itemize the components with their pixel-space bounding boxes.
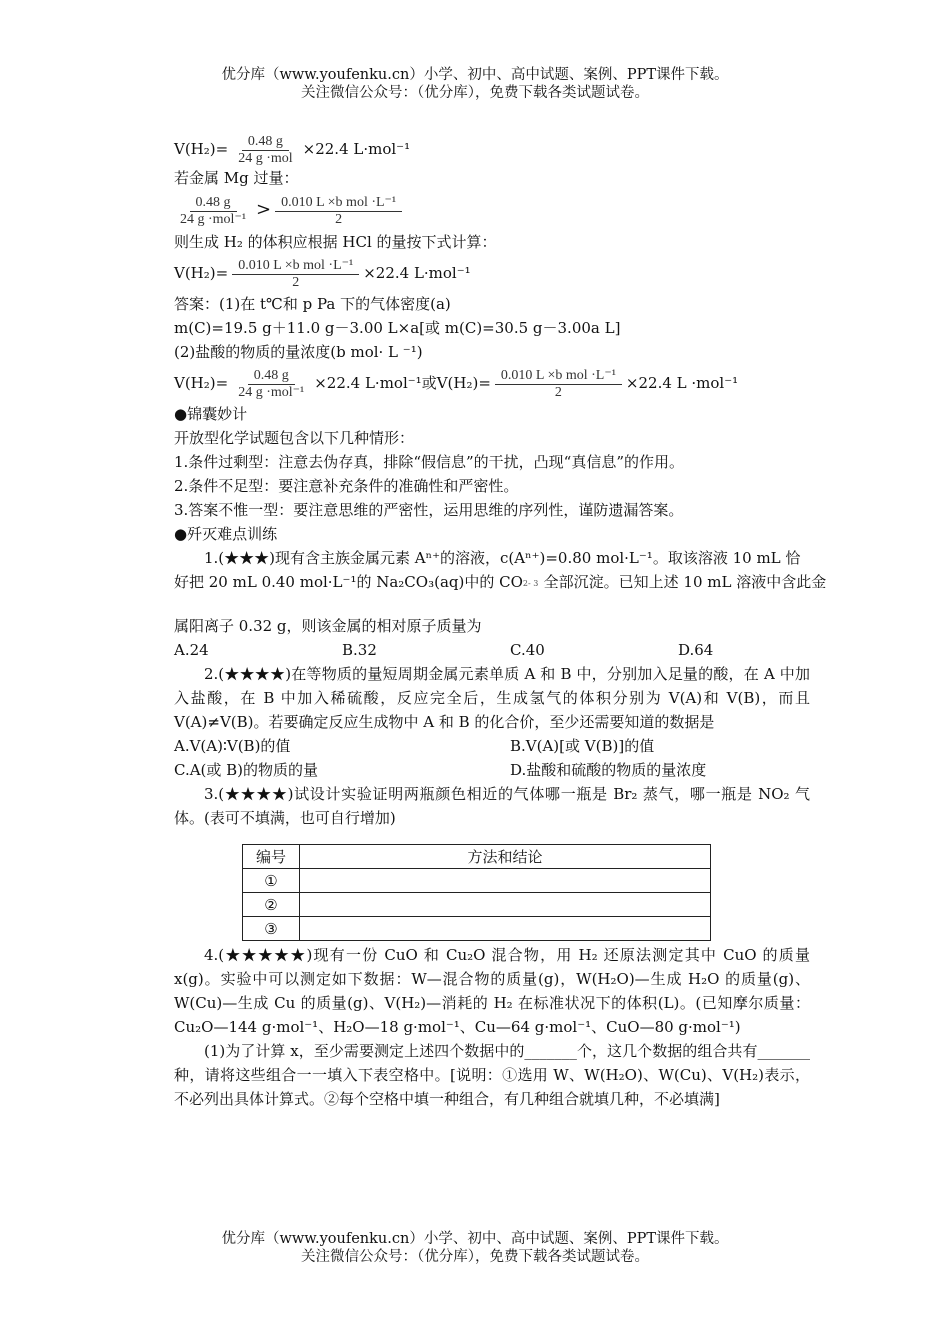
tips-item-3: 3.答案不惟一型：要注意思维的严密性，运用思维的序列性，谨防遗漏答案。 <box>174 501 684 519</box>
answer-line-2: m(C)=19.5 g＋11.0 g－3.00 L×a[或 m(C)=30.5 g－3.00a L] <box>174 319 621 337</box>
answer-line-3: (2)盐酸的物质的量浓度(b mol· L ⁻¹) <box>174 343 423 361</box>
tips-intro: 开放型化学试题包含以下几种情形： <box>174 429 415 447</box>
inequality-formula: $\frac{0.48 g}{\text{24 g ·mol⁻¹}}$ > $\frac{\text{0.010 L ×b mol ·L⁻¹}}{2}$ <box>174 190 810 230</box>
answer-formula: V(H₂)= $\frac{0.48 g}{\text{24 g ·mol⁻¹}}$ ×22.4 L·mol⁻¹或V(H₂)= $\frac{\text{0.010 L ×b mol ·L⁻¹}}{2}$ ×22.4 L ·mol⁻¹ <box>174 367 739 400</box>
q1-line-d: 属阳离子 0.32 g，则该金属的相对原子质量为 <box>174 617 482 635</box>
answer-line-1: 答案：(1)在 t℃和 p Pa 下的气体密度(a) <box>174 295 451 313</box>
option: C.40 <box>510 641 545 659</box>
q3-table <box>242 844 711 941</box>
q1-options <box>174 638 810 662</box>
fraction: $\frac{0.48 g}{\text{24 g ·mol⁻¹}}$ <box>238 367 305 400</box>
table-row <box>243 869 711 893</box>
table-cell-empty <box>300 893 711 917</box>
option: D.盐酸和硫酸的物质的量浓度 <box>510 761 707 779</box>
page-header <box>0 66 950 102</box>
q1-line-b: 好把 20 mL 0.40 mol·L⁻¹的 Na₂CO₃(aq)中的 CO2- 3 全部沉淀。已知上述 10 mL 溶液中含此金 <box>174 573 827 591</box>
hcl-calc-line: 则生成 H₂ 的体积应根据 HCl 的量按下式计算： <box>174 233 497 251</box>
table-cell: ③ <box>243 917 300 941</box>
table-header: 方法和结论 <box>300 845 711 869</box>
footer-line-2: 关注微信公众号：（优分库），免费下载各类试题试卷。 <box>301 1249 649 1265</box>
q2-text: 2.(★★★★)在等物质的量短周期金属元素单质 A 和 B 中，分别加入足量的酸，在 A 中加入盐酸，在 B 中加入稀硫酸，反应完全后，生成氢气的体积分别为 V(A)和 V(B)，而且 V(A)≠V(B)。若要确定反应生成物中 A 和 B 的化合价，至少还需要知道的数据是 <box>174 665 810 731</box>
mg-excess-line: 若金属 Mg 过量： <box>174 169 299 187</box>
q2-options-row2 <box>174 758 810 782</box>
table-header: 编号 <box>243 845 300 869</box>
tips-heading: ●锦囊妙计 <box>174 405 248 423</box>
footer-line-1: 优分库（www.youfenku.cn）小学、初中、高中试题、案例、PPT课件下载。 <box>221 1231 729 1247</box>
table-header-row <box>243 845 711 869</box>
fraction: $\frac{\text{0.010 L ×b mol ·L⁻¹}}{2}$ <box>275 195 402 228</box>
table-row <box>243 893 711 917</box>
fraction: $\frac{\text{0.010 L ×b mol ·L⁻¹}}{2}$ <box>495 368 622 401</box>
table-cell-empty <box>300 869 711 893</box>
table-cell: ① <box>243 869 300 893</box>
q4-part-1: (1)为了计算 x，至少需要测定上述四个数据中的_______个，这几个数据的组合共有_______种，请将这些组合一一填入下表空格中。[说明：①选用 W、W(H₂O)、W(Cu)、V(H₂)表示，不必列出具体计算式。②每个空格中填一种组合，有几种组合就填几种，不必填满] <box>174 1042 810 1108</box>
table-cell: ② <box>243 893 300 917</box>
option: A.V(A)∶V(B)的值 <box>174 737 291 755</box>
q4-text: 4.(★★★★★)现有一份 CuO 和 Cu₂O 混合物，用 H₂ 还原法测定其中 CuO 的质量 x(g)。实验中可以测定如下数据：W—混合物的质量(g)，W(H₂O)—生成 H₂O 的质量(g)、W(Cu)—生成 Cu 的质量(g)、V(H₂)—消耗的 H₂ 在标准状况下的体积(L)。(已知摩尔质量：Cu₂O—144 g·mol⁻¹、H₂O—18 g·mol⁻¹、Cu—64 g·mol⁻¹、CuO—80 g·mol⁻¹) <box>174 946 810 1036</box>
q1-line-a: 1.(★★★)现有含主族金属元素 Aⁿ⁺的溶液，c(Aⁿ⁺)=0.80 mol·L⁻¹。取该溶液 10 mL 恰 <box>204 549 801 567</box>
vh2-formula-2: V(H₂)= $\frac{\text{0.010 L ×b mol ·L⁻¹}}{2}$ ×22.4 L·mol⁻¹ <box>174 257 471 290</box>
option: D.64 <box>678 641 714 659</box>
fraction: $\frac{0.48 g}{\text{24 g ·mol}}$ <box>238 133 293 166</box>
q3-text: 3.(★★★★)试设计实验证明两瓶颜色相近的气体哪一瓶是 Br₂ 蒸气，哪一瓶是 NO₂ 气体。(表可不填满，也可自行增加) <box>174 785 810 827</box>
page-body <box>174 132 827 1111</box>
fraction: $\frac{0.48 g}{\text{24 g ·mol⁻¹}}$ <box>180 194 247 227</box>
option: B.V(A)[或 V(B)]的值 <box>510 737 655 755</box>
option: B.32 <box>342 641 377 659</box>
option: A.24 <box>174 641 209 659</box>
option: C.A(或 B)的物质的量 <box>174 761 319 779</box>
table-cell-empty <box>300 917 711 941</box>
fraction: $\frac{\text{0.010 L ×b mol ·L⁻¹}}{2}$ <box>232 258 359 291</box>
page-footer <box>0 1230 950 1266</box>
vh2-formula-1: V(H₂)= $\frac{0.48 g}{\text{24 g ·mol}}$ ×22.4 L·mol⁻¹ <box>174 133 411 166</box>
tips-item-2: 2.条件不足型：要注意补充条件的准确性和严密性。 <box>174 477 519 495</box>
q2-options-row1 <box>174 734 810 758</box>
header-line-1: 优分库（www.youfenku.cn）小学、初中、高中试题、案例、PPT课件下载。 <box>221 67 729 83</box>
header-line-2: 关注微信公众号：（优分库），免费下载各类试题试卷。 <box>301 85 649 101</box>
training-heading: ●歼灭难点训练 <box>174 525 278 543</box>
carbonate-charge: 2- 3 <box>522 578 539 588</box>
table-row <box>243 917 711 941</box>
tips-item-1: 1.条件过剩型：注意去伪存真，排除“假信息”的干扰，凸现“真信息”的作用。 <box>174 453 684 471</box>
